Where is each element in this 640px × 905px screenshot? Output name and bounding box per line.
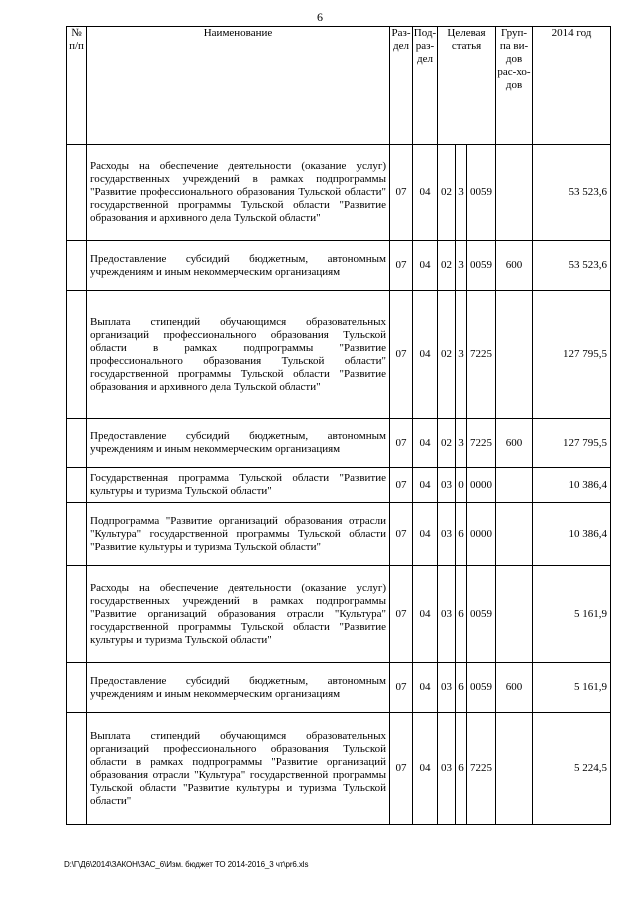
table-row xyxy=(67,663,611,713)
row-amount: 5 161,9 xyxy=(533,566,611,663)
row-target-program: 03 xyxy=(438,566,456,663)
row-name: Предоставление субсидий бюджетным, автономным учреждениям и иным некоммерческим организациям xyxy=(87,663,390,713)
row-podrazdel: 04 xyxy=(413,663,438,713)
row-target-subprogram: 3 xyxy=(456,291,467,419)
row-num-cell xyxy=(67,468,87,503)
row-podrazdel: 04 xyxy=(413,713,438,825)
row-razdel: 07 xyxy=(390,566,413,663)
row-target-program: 02 xyxy=(438,145,456,241)
table-row xyxy=(67,419,611,468)
row-amount: 5 161,9 xyxy=(533,663,611,713)
row-target-direction: 0000 xyxy=(467,468,496,503)
row-expense-group: 600 xyxy=(496,419,533,468)
row-name: Предоставление субсидий бюджетным, автономным учреждениям и иным некоммерческим организациям xyxy=(87,419,390,468)
row-expense-group: 600 xyxy=(496,241,533,291)
row-expense-group: 600 xyxy=(496,663,533,713)
row-amount: 127 795,5 xyxy=(533,291,611,419)
row-podrazdel: 04 xyxy=(413,566,438,663)
table-row xyxy=(67,291,611,419)
table-row xyxy=(67,713,611,825)
row-amount: 127 795,5 xyxy=(533,419,611,468)
row-podrazdel: 04 xyxy=(413,241,438,291)
row-amount: 53 523,6 xyxy=(533,241,611,291)
row-podrazdel: 04 xyxy=(413,291,438,419)
row-razdel: 07 xyxy=(390,145,413,241)
row-razdel: 07 xyxy=(390,291,413,419)
row-num-cell xyxy=(67,713,87,825)
page-number: 6 xyxy=(317,10,323,24)
row-name: Расходы на обеспечение деятельности (оказание услуг) государственных учреждений в рамках подпрограммы "Развитие профессионального образования Тульской области" государственной программы Тульской области "Развитие образования и архивного дела Тульской области" xyxy=(87,145,390,241)
table-row xyxy=(67,241,611,291)
row-expense-group xyxy=(496,713,533,825)
row-target-direction: 0059 xyxy=(467,663,496,713)
row-target-program: 02 xyxy=(438,291,456,419)
row-razdel: 07 xyxy=(390,241,413,291)
table-row xyxy=(67,503,611,566)
row-target-subprogram: 6 xyxy=(456,566,467,663)
row-expense-group xyxy=(496,503,533,566)
table-row xyxy=(67,145,611,241)
row-name: Предоставление субсидий бюджетным, автономным учреждениям и иным некоммерческим организациям xyxy=(87,241,390,291)
row-amount: 10 386,4 xyxy=(533,503,611,566)
header-year: 2014 год xyxy=(533,27,611,145)
row-target-direction: 7225 xyxy=(467,291,496,419)
row-razdel: 07 xyxy=(390,419,413,468)
row-amount: 10 386,4 xyxy=(533,468,611,503)
row-target-subprogram: 0 xyxy=(456,468,467,503)
row-razdel: 07 xyxy=(390,713,413,825)
row-num-cell xyxy=(67,503,87,566)
row-target-program: 03 xyxy=(438,713,456,825)
header-razdel: Раз-дел xyxy=(390,27,413,145)
row-target-direction: 0059 xyxy=(467,241,496,291)
row-target-direction: 7225 xyxy=(467,713,496,825)
row-name: Выплата стипендий обучающимся образовательных организаций профессионального образования Тульской области в рамках подпрограммы "Развитие профессионального образования Тульской области" государственной программы Тульской области "Развитие образования и архивного дела Тульской области" xyxy=(87,291,390,419)
row-target-subprogram: 6 xyxy=(456,503,467,566)
row-target-direction: 0000 xyxy=(467,503,496,566)
row-num-cell xyxy=(67,241,87,291)
row-target-subprogram: 3 xyxy=(456,241,467,291)
row-podrazdel: 04 xyxy=(413,468,438,503)
header-num: № п/п xyxy=(67,27,87,145)
row-name: Государственная программа Тульской области "Развитие культуры и туризма Тульской области" xyxy=(87,468,390,503)
row-num-cell xyxy=(67,291,87,419)
row-target-program: 02 xyxy=(438,419,456,468)
row-expense-group xyxy=(496,468,533,503)
row-target-subprogram: 6 xyxy=(456,663,467,713)
header-podrazdel: Под-раз-дел xyxy=(413,27,438,145)
row-num-cell xyxy=(67,419,87,468)
row-expense-group xyxy=(496,145,533,241)
row-razdel: 07 xyxy=(390,468,413,503)
row-target-direction: 0059 xyxy=(467,566,496,663)
row-target-direction: 0059 xyxy=(467,145,496,241)
row-num-cell xyxy=(67,145,87,241)
header-row xyxy=(67,27,611,145)
row-target-program: 02 xyxy=(438,241,456,291)
row-target-program: 03 xyxy=(438,503,456,566)
file-path-footer: D:\Г\Д6\2014\ЗАКОН\ЗАС_6\Изм. бюджет ТО 2014-2016_3 чт\pr6.xls xyxy=(64,860,309,869)
row-razdel: 07 xyxy=(390,663,413,713)
row-name: Расходы на обеспечение деятельности (оказание услуг) государственных учреждений в рамках подпрограммы "Развитие организаций образования отрасли "Культура" государственной программы Тульской области "Развитие культуры и туризма Тульской области" xyxy=(87,566,390,663)
row-amount: 53 523,6 xyxy=(533,145,611,241)
header-target: Целевая статья xyxy=(438,27,496,145)
row-target-direction: 7225 xyxy=(467,419,496,468)
row-target-subprogram: 3 xyxy=(456,419,467,468)
row-target-program: 03 xyxy=(438,663,456,713)
header-name: Наименование xyxy=(87,27,390,145)
row-podrazdel: 04 xyxy=(413,503,438,566)
row-name: Выплата стипендий обучающимся образовательных организаций профессионального образования Тульской области в рамках подпрограммы "Развитие организаций образования отрасли "Культура" государственной программы Тульской области "Развитие культуры и туризма Тульской области" xyxy=(87,713,390,825)
row-target-subprogram: 6 xyxy=(456,713,467,825)
row-podrazdel: 04 xyxy=(413,145,438,241)
row-target-program: 03 xyxy=(438,468,456,503)
row-expense-group xyxy=(496,566,533,663)
row-name: Подпрограмма "Развитие организаций образования отрасли "Культура" государственной программы Тульской области "Развитие культуры и туризма Тульской области" xyxy=(87,503,390,566)
budget-table xyxy=(66,26,611,825)
row-expense-group xyxy=(496,291,533,419)
table-row xyxy=(67,468,611,503)
row-podrazdel: 04 xyxy=(413,419,438,468)
row-num-cell xyxy=(67,663,87,713)
row-razdel: 07 xyxy=(390,503,413,566)
row-target-subprogram: 3 xyxy=(456,145,467,241)
table-row xyxy=(67,566,611,663)
row-amount: 5 224,5 xyxy=(533,713,611,825)
header-group: Груп-па ви-дов рас-хо-дов xyxy=(496,27,533,145)
row-num-cell xyxy=(67,566,87,663)
